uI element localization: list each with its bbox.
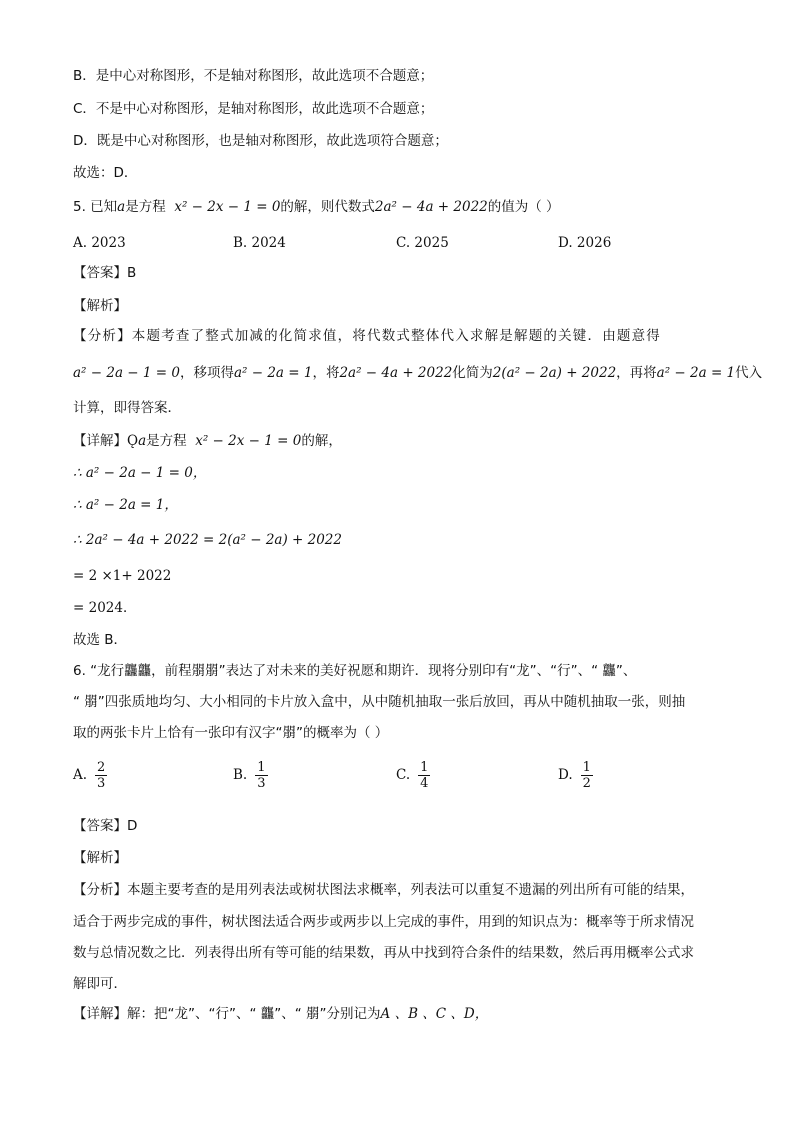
q5-option-d: D. 2026 bbox=[558, 235, 612, 251]
q4-option-c-explanation: C．不是中心对称图形，是轴对称图形，故此选项不合题意； bbox=[73, 101, 434, 117]
q6-analysis-line4: 解即可． bbox=[73, 976, 127, 992]
q6-answer: 【答案】D bbox=[73, 818, 138, 834]
q5-stem: 5. 已知a是方程 x² − 2x − 1 = 0的解，则代数式2a² − 4a + 2022的值为（ ） bbox=[73, 199, 560, 215]
q5-answer: 【答案】B bbox=[73, 265, 137, 281]
q5-option-b: B. 2024 bbox=[233, 235, 286, 251]
q5-step-4: = 2 ×1+ 2022 bbox=[73, 568, 172, 584]
q5-step-5: = 2024． bbox=[73, 600, 137, 616]
q6-analysis-label: 【解析】 bbox=[73, 850, 127, 866]
q5-option-c: C. 2025 bbox=[396, 235, 449, 251]
q5-step-3: ∴ 2a² − 4a + 2022 = 2(a² − 2a) + 2022 bbox=[73, 532, 342, 548]
q6-analysis-line3: 数与总情况数之比．列表得出所有等可能的结果数，再从中找到符合条件的结果数，然后再用概率公式求 bbox=[73, 945, 694, 961]
q6-option-a: A. $\frac{2}{3}$ bbox=[73, 760, 106, 791]
q6-stem-line1: 6. “龙行龘龘，前程朤朤”表达了对未来的美好祝愿和期许．现将分别印有“龙”、“行”、“ 龘”、 bbox=[73, 663, 637, 679]
fraction: $\frac{2}{3}$ bbox=[97, 760, 106, 791]
q5-equation: x² − 2x − 1 = 0 bbox=[174, 199, 281, 215]
q5-analysis-line1: 【分析】本题考查了整式加减的化简求值，将代数式整体代入求解是解题的关键．由题意得 bbox=[73, 328, 661, 344]
q6-detail-intro: 【详解】解：把“龙”、“行”、“ 龘”、“ 朤”分别记为A 、B 、C 、D， bbox=[73, 1006, 489, 1022]
q5-step-2: ∴ a² − 2a = 1， bbox=[73, 497, 178, 513]
q4-option-d-explanation: D．既是中心对称图形，也是轴对称图形，故此选项符合题意； bbox=[73, 133, 448, 149]
q4-option-b-explanation: B．是中心对称图形，不是轴对称图形，故此选项不合题意； bbox=[73, 68, 434, 84]
q5-detail-intro: 【详解】Ǫa是方程 x² − 2x − 1 = 0的解， bbox=[73, 433, 342, 449]
fraction: $\frac{1}{4}$ bbox=[420, 760, 429, 791]
q5-analysis-line2: a² − 2a − 1 = 0，移项得a² − 2a = 1，将2a² − 4a + 2022化简为2(a² − 2a) + 2022，再将a² − 2a = 1代入 bbox=[73, 365, 763, 381]
fraction: $\frac{1}{3}$ bbox=[257, 760, 266, 791]
q6-option-b: B. $\frac{1}{3}$ bbox=[233, 760, 266, 791]
fraction: $\frac{1}{2}$ bbox=[582, 760, 591, 791]
q6-option-c: C. $\frac{1}{4}$ bbox=[396, 760, 429, 791]
q6-analysis-line1: 【分析】本题主要考查的是用列表法或树状图法求概率，列表法可以重复不遗漏的列出所有可能的结果， bbox=[73, 882, 694, 898]
q4-conclusion: 故选：D． bbox=[73, 165, 138, 181]
q5-analysis-label: 【解析】 bbox=[73, 298, 127, 314]
q6-stem-line3: 取的两张卡片上恰有一张印有汉字“朤”的概率为（ ） bbox=[73, 725, 389, 741]
q5-expression: 2a² − 4a + 2022 bbox=[374, 199, 488, 215]
q6-analysis-line2: 适合于两步完成的事件，树状图法适合两步或两步以上完成的事件，用到的知识点为：概率等于所求情况 bbox=[73, 914, 694, 930]
q5-step-1: ∴ a² − 2a − 1 = 0， bbox=[73, 465, 207, 481]
q5-analysis-line3: 计算，即得答案． bbox=[73, 400, 181, 416]
q5-conclusion: 故选 B． bbox=[73, 632, 128, 648]
q6-option-d: D. $\frac{1}{2}$ bbox=[558, 760, 591, 791]
q5-option-a: A. 2023 bbox=[73, 235, 126, 251]
q6-stem-line2: “ 朤”四张质地均匀、大小相同的卡片放入盒中，从中随机抽取一张后放回，再从中随机抽取一张，则抽 bbox=[73, 694, 686, 710]
